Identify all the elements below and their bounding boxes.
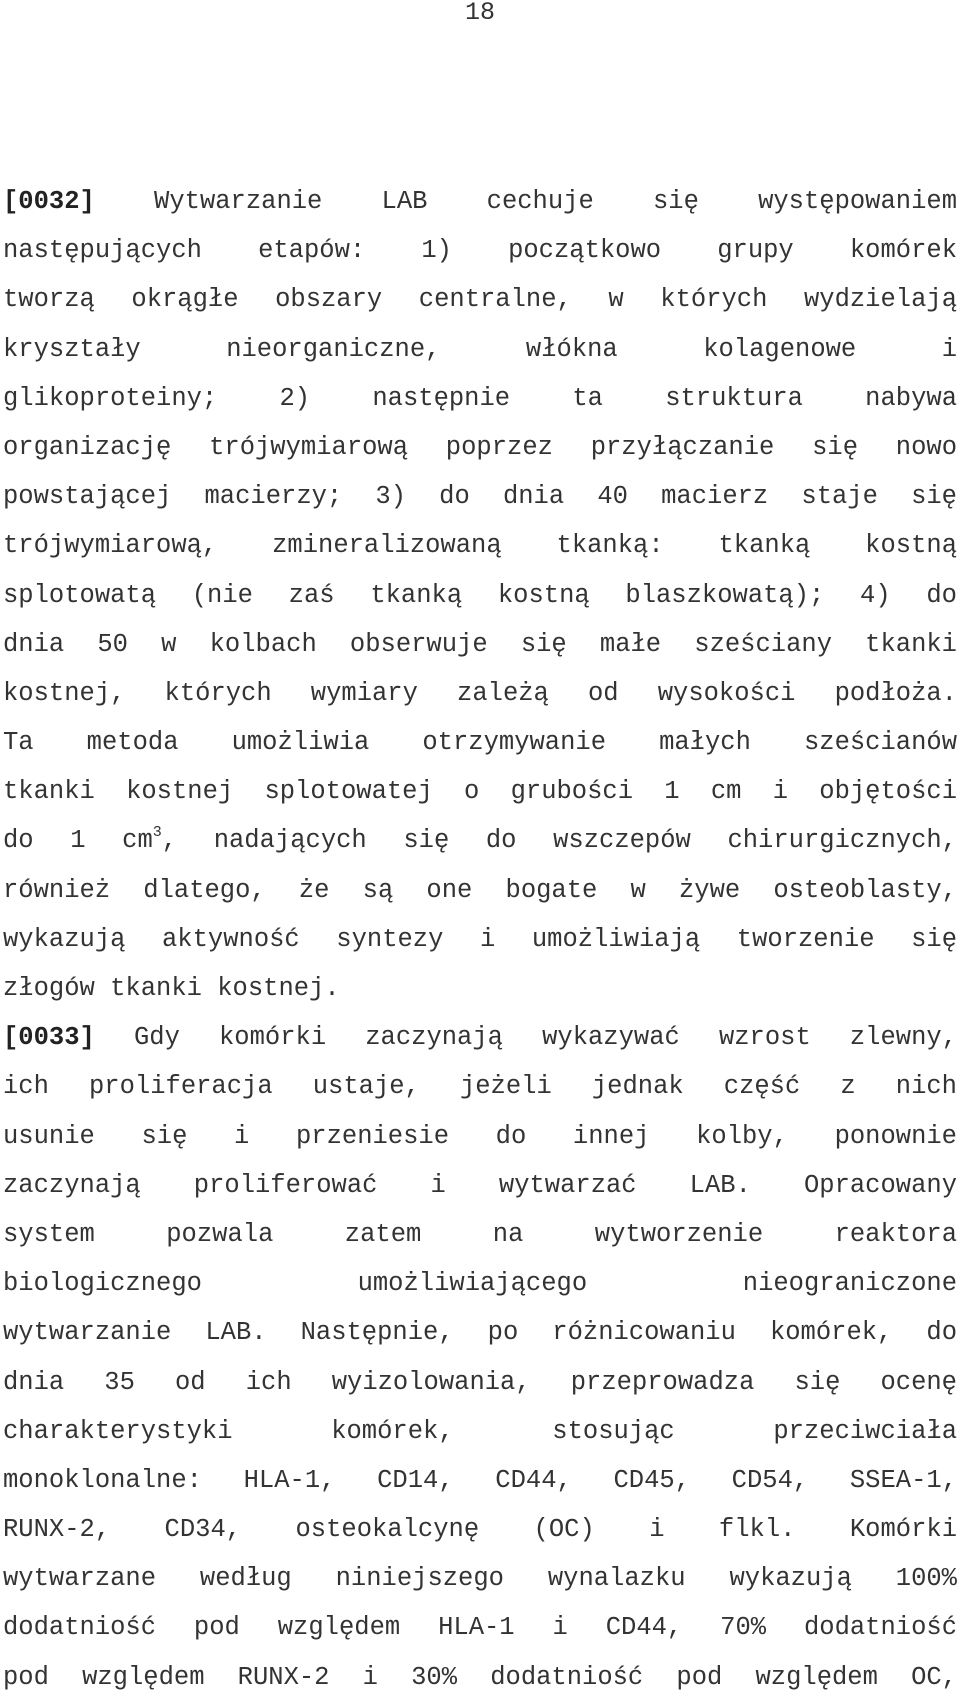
line-text: monoklonalne: HLA-1, CD14, CD44, CD45, CD54, SSEA-1, xyxy=(3,1465,957,1495)
line-text: pod względem RUNX-2 i 30% dodatniość pod względem OC, xyxy=(3,1662,957,1692)
line-text: powstającej macierzy; 3) do dnia 40 macierz staje się xyxy=(3,482,957,512)
text-line xyxy=(3,1062,957,1111)
line-text: zaczynają proliferować i wytwarzać LAB. Opracowany xyxy=(3,1170,957,1200)
text-line xyxy=(3,1013,957,1062)
text-line xyxy=(3,915,957,964)
line-text: tkanki kostnej splotowatej o grubości 1 cm i objętości xyxy=(3,777,957,807)
line-text: kostnej, których wymiary zależą od wysokości podłoża. xyxy=(3,678,957,708)
line-text-continued: , nadających się do wszczepów chirurgicznych, xyxy=(161,826,957,856)
text-line xyxy=(3,1161,957,1210)
text-line xyxy=(3,571,957,620)
text-line xyxy=(3,767,957,816)
line-text: tworzą okrągłe obszary centralne, w których wydzielają xyxy=(3,285,957,315)
line-text: złogów tkanki kostnej. xyxy=(3,974,340,1003)
line-text: biologicznego umożliwiającego nieograniczone xyxy=(3,1269,957,1299)
line-text: splotowatą (nie zaś tkanką kostną blaszkowatą); 4) do xyxy=(3,580,957,610)
text-line xyxy=(3,226,957,275)
line-text: glikoproteiny; 2) następnie ta struktura nabywa xyxy=(3,383,957,413)
line-text: kryształy nieorganiczne, włókna kolagenowe i xyxy=(3,334,957,364)
text-line xyxy=(3,325,957,374)
text-line xyxy=(3,177,957,226)
line-text: organizację trójwymiarową poprzez przyłączanie się nowo xyxy=(3,432,957,462)
line-text: ich proliferacja ustaje, jeżeli jednak część z nich xyxy=(3,1072,957,1102)
text-line xyxy=(3,866,957,915)
line-text: dnia 35 od ich wyizolowania, przeprowadza się ocenę xyxy=(3,1367,957,1397)
text-line xyxy=(3,816,957,865)
text-line xyxy=(3,718,957,767)
line-text: do 1 cm xyxy=(3,826,153,856)
line-text: system pozwala zatem na wytworzenie reaktora xyxy=(3,1219,957,1249)
page-number: 18 xyxy=(464,0,495,27)
line-text: Gdy komórki zaczynają wykazywać wzrost zlewny, xyxy=(133,1023,957,1053)
line-text: trójwymiarową, zmineralizowaną tkanką: tkanką kostną xyxy=(3,531,957,561)
text-line xyxy=(3,472,957,521)
document-body xyxy=(3,177,957,1702)
text-line xyxy=(3,1308,957,1357)
text-line xyxy=(3,620,957,669)
text-line xyxy=(3,275,957,324)
line-text: dodatniość pod względem HLA-1 i CD44, 70% dodatniość xyxy=(3,1613,957,1643)
superscript-exponent: 3 xyxy=(152,824,162,842)
line-text: usunie się i przeniesie do innej kolby, ponownie xyxy=(3,1121,957,1151)
line-text: wykazują aktywność syntezy i umożliwiają tworzenie się xyxy=(3,924,957,954)
line-text: RUNX-2, CD34, osteokalcynę (OC) i flkl. Komórki xyxy=(3,1515,957,1545)
text-line xyxy=(3,1259,957,1308)
text-line xyxy=(3,669,957,718)
line-text: Wytwarzanie LAB cechuje się występowaniem xyxy=(154,187,957,216)
text-line xyxy=(3,1210,957,1259)
paragraph-number: [0032] xyxy=(3,187,95,216)
text-line xyxy=(3,374,957,423)
line-text: dnia 50 w kolbach obserwuje się małe sześciany tkanki xyxy=(3,629,957,659)
text-line xyxy=(3,521,957,570)
line-text: wytwarzane według niniejszego wynalazku wykazują 100% xyxy=(3,1564,957,1594)
text-line xyxy=(3,423,957,472)
text-line xyxy=(3,1554,957,1603)
text-line xyxy=(3,1653,957,1702)
text-line xyxy=(3,964,957,1013)
line-text: Ta metoda umożliwia otrzymywanie małych sześcianów xyxy=(3,728,957,758)
text-line xyxy=(3,1112,957,1161)
line-text: również dlatego, że są one bogate w żywe osteoblasty, xyxy=(3,875,957,905)
text-line xyxy=(3,1407,957,1456)
text-line xyxy=(3,1603,957,1652)
text-line xyxy=(3,1505,957,1554)
text-line xyxy=(3,1358,957,1407)
line-text: charakterystyki komórek, stosując przeciwciała xyxy=(3,1416,957,1446)
paragraph-number: [0033] xyxy=(3,1023,95,1053)
line-text: następujących etapów: 1) początkowo grupy komórek xyxy=(3,236,957,266)
text-line xyxy=(3,1456,957,1505)
line-text: wytwarzanie LAB. Następnie, po różnicowaniu komórek, do xyxy=(3,1318,957,1348)
